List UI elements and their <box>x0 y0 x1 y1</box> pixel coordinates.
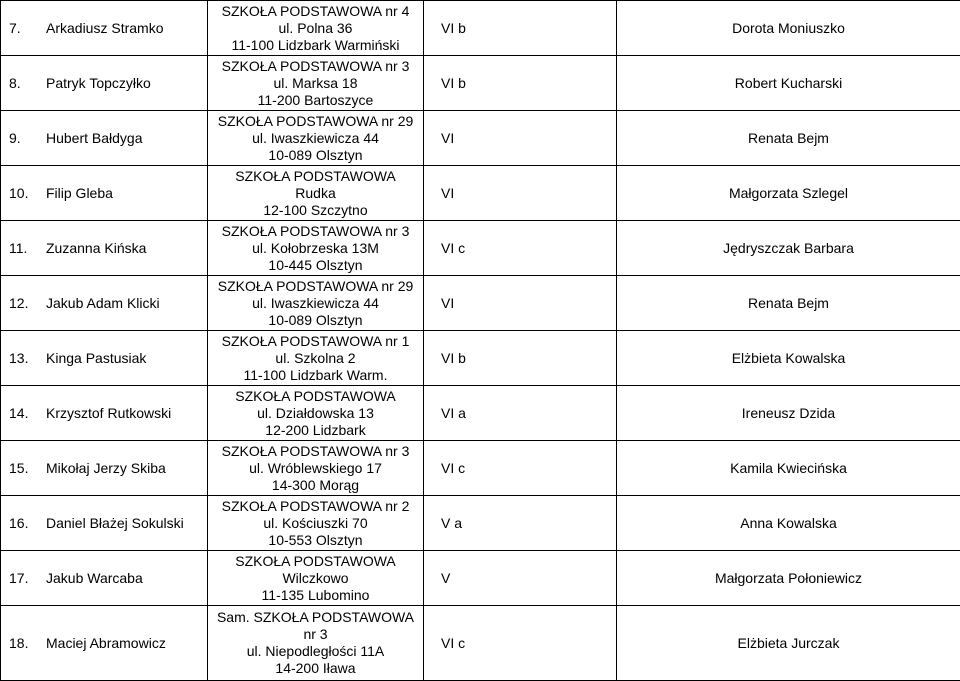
school-address-line: SZKOŁA PODSTAWOWA <box>208 388 423 405</box>
school-cell <box>208 111 424 166</box>
school-address-line: ul. Marksa 18 <box>208 75 423 92</box>
student-cell <box>1 111 208 166</box>
teacher-cell: Małgorzata Szlegel <box>617 166 960 221</box>
class-cell: VI <box>424 166 617 221</box>
school-address-line: SZKOŁA PODSTAWOWA nr 29 <box>208 278 423 295</box>
results-table-body <box>1 1 960 681</box>
table-row <box>1 606 960 681</box>
school-address-line: SZKOŁA PODSTAWOWA nr 2 <box>208 498 423 515</box>
school-address-line: SZKOŁA PODSTAWOWA nr 3 <box>208 58 423 75</box>
row-number: 18. <box>9 635 46 652</box>
student-cell <box>1 496 208 551</box>
table-row <box>1 166 960 221</box>
row-number: 11. <box>9 240 46 257</box>
school-address-line: 10-089 Olsztyn <box>208 312 423 329</box>
school-address-line: ul. Iwaszkiewicza 44 <box>208 295 423 312</box>
student-name: Jakub Warcaba <box>46 570 143 586</box>
student-name: Daniel Błażej Sokulski <box>46 515 184 531</box>
school-address-line: SZKOŁA PODSTAWOWA nr 4 <box>208 3 423 20</box>
school-address-line: 10-553 Olsztyn <box>208 532 423 549</box>
school-cell <box>208 496 424 551</box>
row-number: 15. <box>9 460 46 477</box>
school-address-line: 12-100 Szczytno <box>208 202 423 219</box>
class-cell: VI a <box>424 386 617 441</box>
class-cell: V a <box>424 496 617 551</box>
teacher-cell: Elżbieta Kowalska <box>617 331 960 386</box>
student-cell <box>1 56 208 111</box>
class-cell: V <box>424 551 617 606</box>
teacher-cell: Renata Bejm <box>617 276 960 331</box>
row-number: 16. <box>9 515 46 532</box>
school-address-line: 14-200 Iława <box>208 660 423 677</box>
school-address-line: SZKOŁA PODSTAWOWA nr 3 <box>208 223 423 240</box>
row-number: 13. <box>9 350 46 367</box>
school-address-line: 11-135 Lubomino <box>208 587 423 604</box>
table-row <box>1 111 960 166</box>
school-cell <box>208 551 424 606</box>
row-number: 17. <box>9 570 46 587</box>
school-address-line: SZKOŁA PODSTAWOWA <box>208 168 423 185</box>
school-address-line: SZKOŁA PODSTAWOWA nr 1 <box>208 333 423 350</box>
class-cell: VI <box>424 276 617 331</box>
school-address-line: SZKOŁA PODSTAWOWA nr 29 <box>208 113 423 130</box>
student-cell <box>1 1 208 56</box>
student-name: Patryk Topczyłko <box>46 75 151 91</box>
school-address-line: Sam. SZKOŁA PODSTAWOWA <box>208 609 423 626</box>
table-row <box>1 276 960 331</box>
school-address-line: Rudka <box>208 185 423 202</box>
table-row <box>1 1 960 56</box>
school-address-line: ul. Wróblewskiego 17 <box>208 460 423 477</box>
school-address-line: ul. Działdowska 13 <box>208 405 423 422</box>
teacher-cell: Elżbieta Jurczak <box>617 606 960 681</box>
table-row <box>1 331 960 386</box>
teacher-cell: Małgorzata Połoniewicz <box>617 551 960 606</box>
teacher-cell: Robert Kucharski <box>617 56 960 111</box>
class-cell: VI c <box>424 606 617 681</box>
school-address-line: SZKOŁA PODSTAWOWA nr 3 <box>208 443 423 460</box>
student-cell <box>1 551 208 606</box>
student-name: Maciej Abramowicz <box>46 635 166 651</box>
school-address-line: 11-100 Lidzbark Warm. <box>208 367 423 384</box>
school-cell <box>208 166 424 221</box>
class-cell: VI b <box>424 331 617 386</box>
teacher-cell: Renata Bejm <box>617 111 960 166</box>
school-cell <box>208 1 424 56</box>
school-address-line: ul. Kołobrzeska 13M <box>208 240 423 257</box>
school-address-line: SZKOŁA PODSTAWOWA <box>208 553 423 570</box>
school-cell <box>208 386 424 441</box>
student-cell <box>1 221 208 276</box>
row-number: 12. <box>9 295 46 312</box>
table-row <box>1 386 960 441</box>
school-address-line: ul. Kościuszki 70 <box>208 515 423 532</box>
student-name: Hubert Bałdyga <box>46 130 143 146</box>
class-cell: VI b <box>424 56 617 111</box>
row-number: 14. <box>9 405 46 422</box>
student-cell <box>1 441 208 496</box>
table-row <box>1 441 960 496</box>
student-name: Mikołaj Jerzy Skiba <box>46 460 166 476</box>
class-cell: VI b <box>424 1 617 56</box>
school-cell <box>208 56 424 111</box>
student-name: Kinga Pastusiak <box>46 350 146 366</box>
school-cell <box>208 441 424 496</box>
student-name: Krzysztof Rutkowski <box>46 405 171 421</box>
school-address-line: 11-200 Bartoszyce <box>208 92 423 109</box>
teacher-cell: Anna Kowalska <box>617 496 960 551</box>
teacher-cell: Kamila Kwiecińska <box>617 441 960 496</box>
school-cell <box>208 221 424 276</box>
row-number: 9. <box>9 130 46 147</box>
row-number: 8. <box>9 75 46 92</box>
school-cell <box>208 606 424 681</box>
student-cell <box>1 276 208 331</box>
school-address-line: 10-089 Olsztyn <box>208 147 423 164</box>
table-row <box>1 56 960 111</box>
class-cell: VI c <box>424 441 617 496</box>
student-name: Zuzanna Kińska <box>46 240 146 256</box>
table-row <box>1 551 960 606</box>
school-address-line: 14-300 Morąg <box>208 477 423 494</box>
student-name: Arkadiusz Stramko <box>46 20 163 36</box>
school-address-line: ul. Polna 36 <box>208 20 423 37</box>
school-address-line: 12-200 Lidzbark <box>208 422 423 439</box>
class-cell: VI <box>424 111 617 166</box>
student-name: Filip Gleba <box>46 185 113 201</box>
table-row <box>1 221 960 276</box>
teacher-cell: Dorota Moniuszko <box>617 1 960 56</box>
school-address-line: Wilczkowo <box>208 570 423 587</box>
school-address-line: nr 3 <box>208 626 423 643</box>
school-cell <box>208 331 424 386</box>
school-address-line: 11-100 Lidzbark Warmiński <box>208 37 423 54</box>
row-number: 7. <box>9 20 46 37</box>
student-name: Jakub Adam Klicki <box>46 295 160 311</box>
student-cell <box>1 606 208 681</box>
teacher-cell: Jędryszczak Barbara <box>617 221 960 276</box>
school-address-line: ul. Szkolna 2 <box>208 350 423 367</box>
student-cell <box>1 331 208 386</box>
school-cell <box>208 276 424 331</box>
school-address-line: 10-445 Olsztyn <box>208 257 423 274</box>
student-cell <box>1 166 208 221</box>
table-row <box>1 496 960 551</box>
row-number: 10. <box>9 185 46 202</box>
class-cell: VI c <box>424 221 617 276</box>
teacher-cell: Ireneusz Dzida <box>617 386 960 441</box>
student-cell <box>1 386 208 441</box>
school-address-line: ul. Iwaszkiewicza 44 <box>208 130 423 147</box>
school-address-line: ul. Niepodległości 11A <box>208 643 423 660</box>
